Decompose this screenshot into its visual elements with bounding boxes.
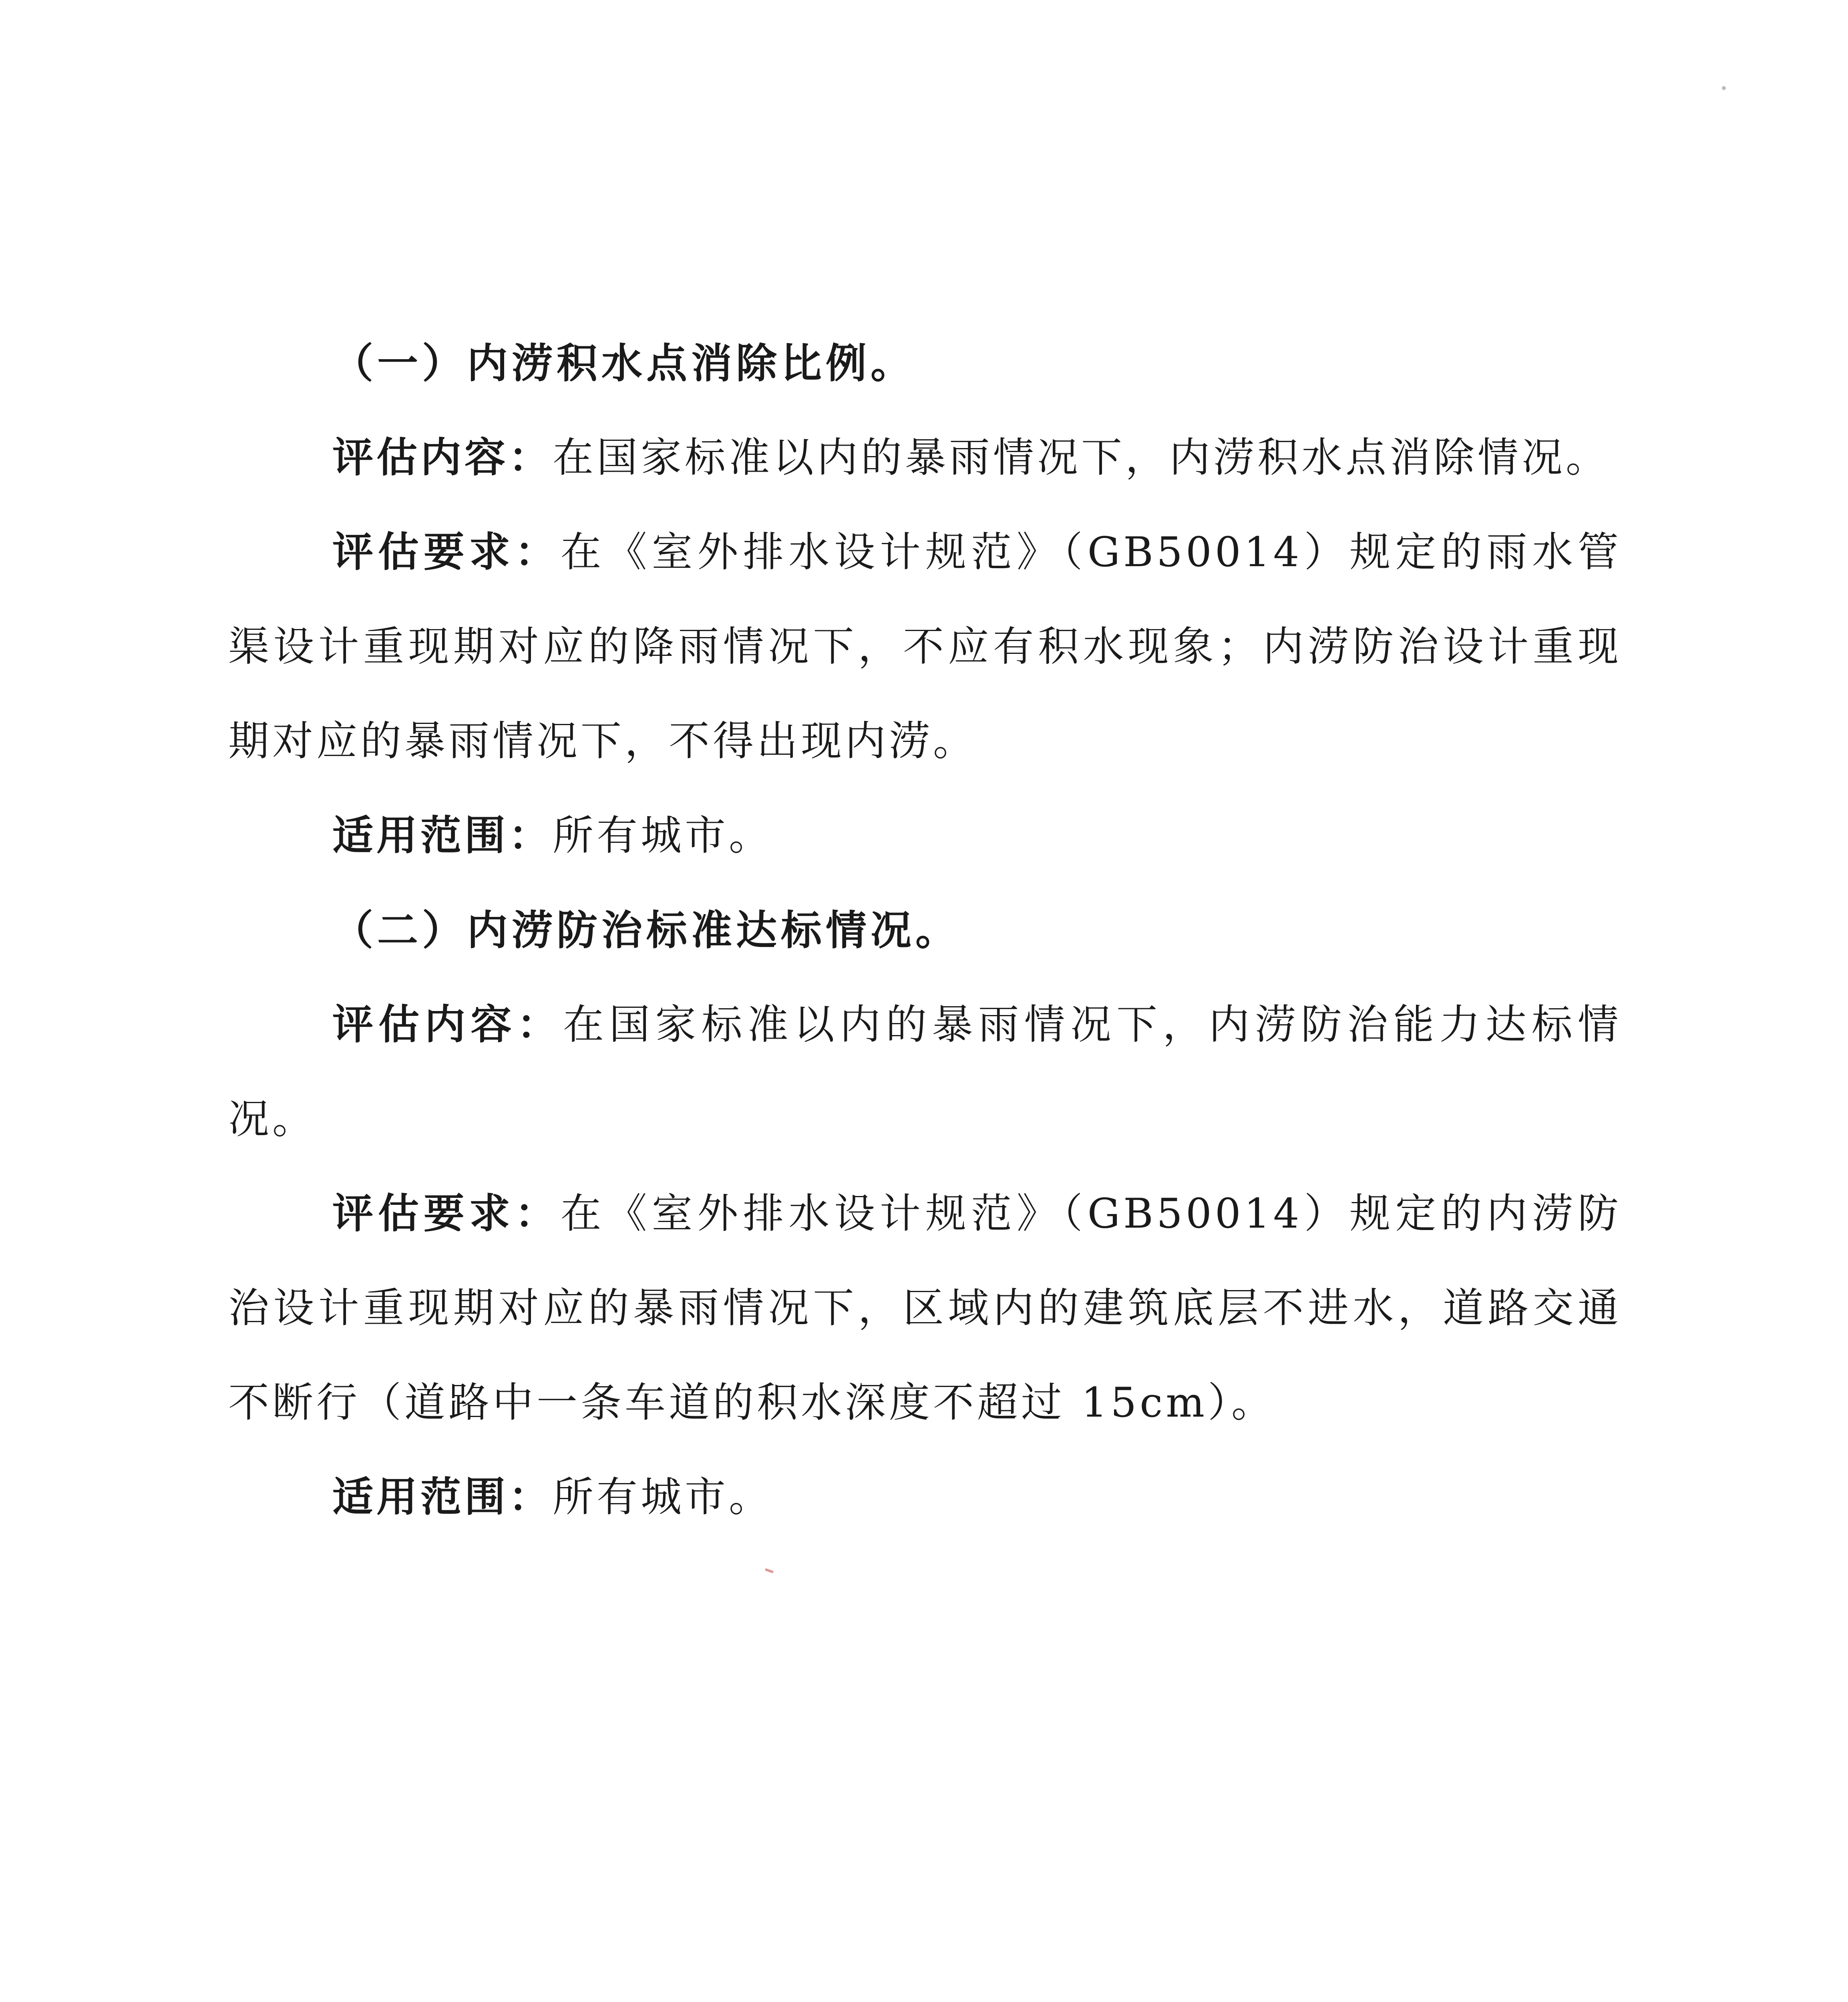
section-1-requirement-label: 评估要求： xyxy=(332,529,561,576)
section-2-requirement-label: 评估要求： xyxy=(332,1190,561,1238)
section-2-requirement-text: 在《室外排水设计规范》（GB50014）规定的内涝防治设计重现期对应的暴雨情况下，区域内的建筑底层不进水，道路交通不断行（道路中一条车道的积水深度不超过 15cm）。 xyxy=(228,1190,1622,1427)
section-2-scope-paragraph xyxy=(228,1450,1622,1545)
section-1-scope-paragraph xyxy=(228,789,1622,883)
section-2-scope-text: 所有城市。 xyxy=(553,1473,773,1521)
section-1-scope-text: 所有城市。 xyxy=(553,812,773,860)
section-1-content-paragraph xyxy=(228,411,1622,505)
section-2-content-text: 在国家标准以内的暴雨情况下，内涝防治能力达标情况。 xyxy=(228,1001,1622,1143)
scan-speck xyxy=(1722,86,1726,90)
section-1-scope-label: 适用范围： xyxy=(332,812,553,860)
section-1-content-text: 在国家标准以内的暴雨情况下，内涝积水点消除情况。 xyxy=(553,434,1610,482)
section-2-heading: （二）内涝防治标准达标情况。 xyxy=(332,907,960,955)
section-2-content-paragraph xyxy=(228,978,1622,1167)
section-2-requirement-paragraph xyxy=(228,1167,1622,1450)
section-2-content-label: 评估内容： xyxy=(332,1001,563,1049)
scan-mark xyxy=(765,1568,774,1573)
document-body xyxy=(228,316,1622,1545)
section-2-scope-label: 适用范围： xyxy=(332,1473,553,1521)
section-1-requirement-text: 在《室外排水设计规范》（GB50014）规定的雨水管渠设计重现期对应的降雨情况下，不应有积水现象；内涝防治设计重现期对应的暴雨情况下，不得出现内涝。 xyxy=(228,529,1622,765)
section-1-heading: （一）内涝积水点消除比例。 xyxy=(332,340,915,388)
section-1-requirement-paragraph xyxy=(228,505,1622,789)
section-1-content-label: 评估内容： xyxy=(332,434,553,482)
